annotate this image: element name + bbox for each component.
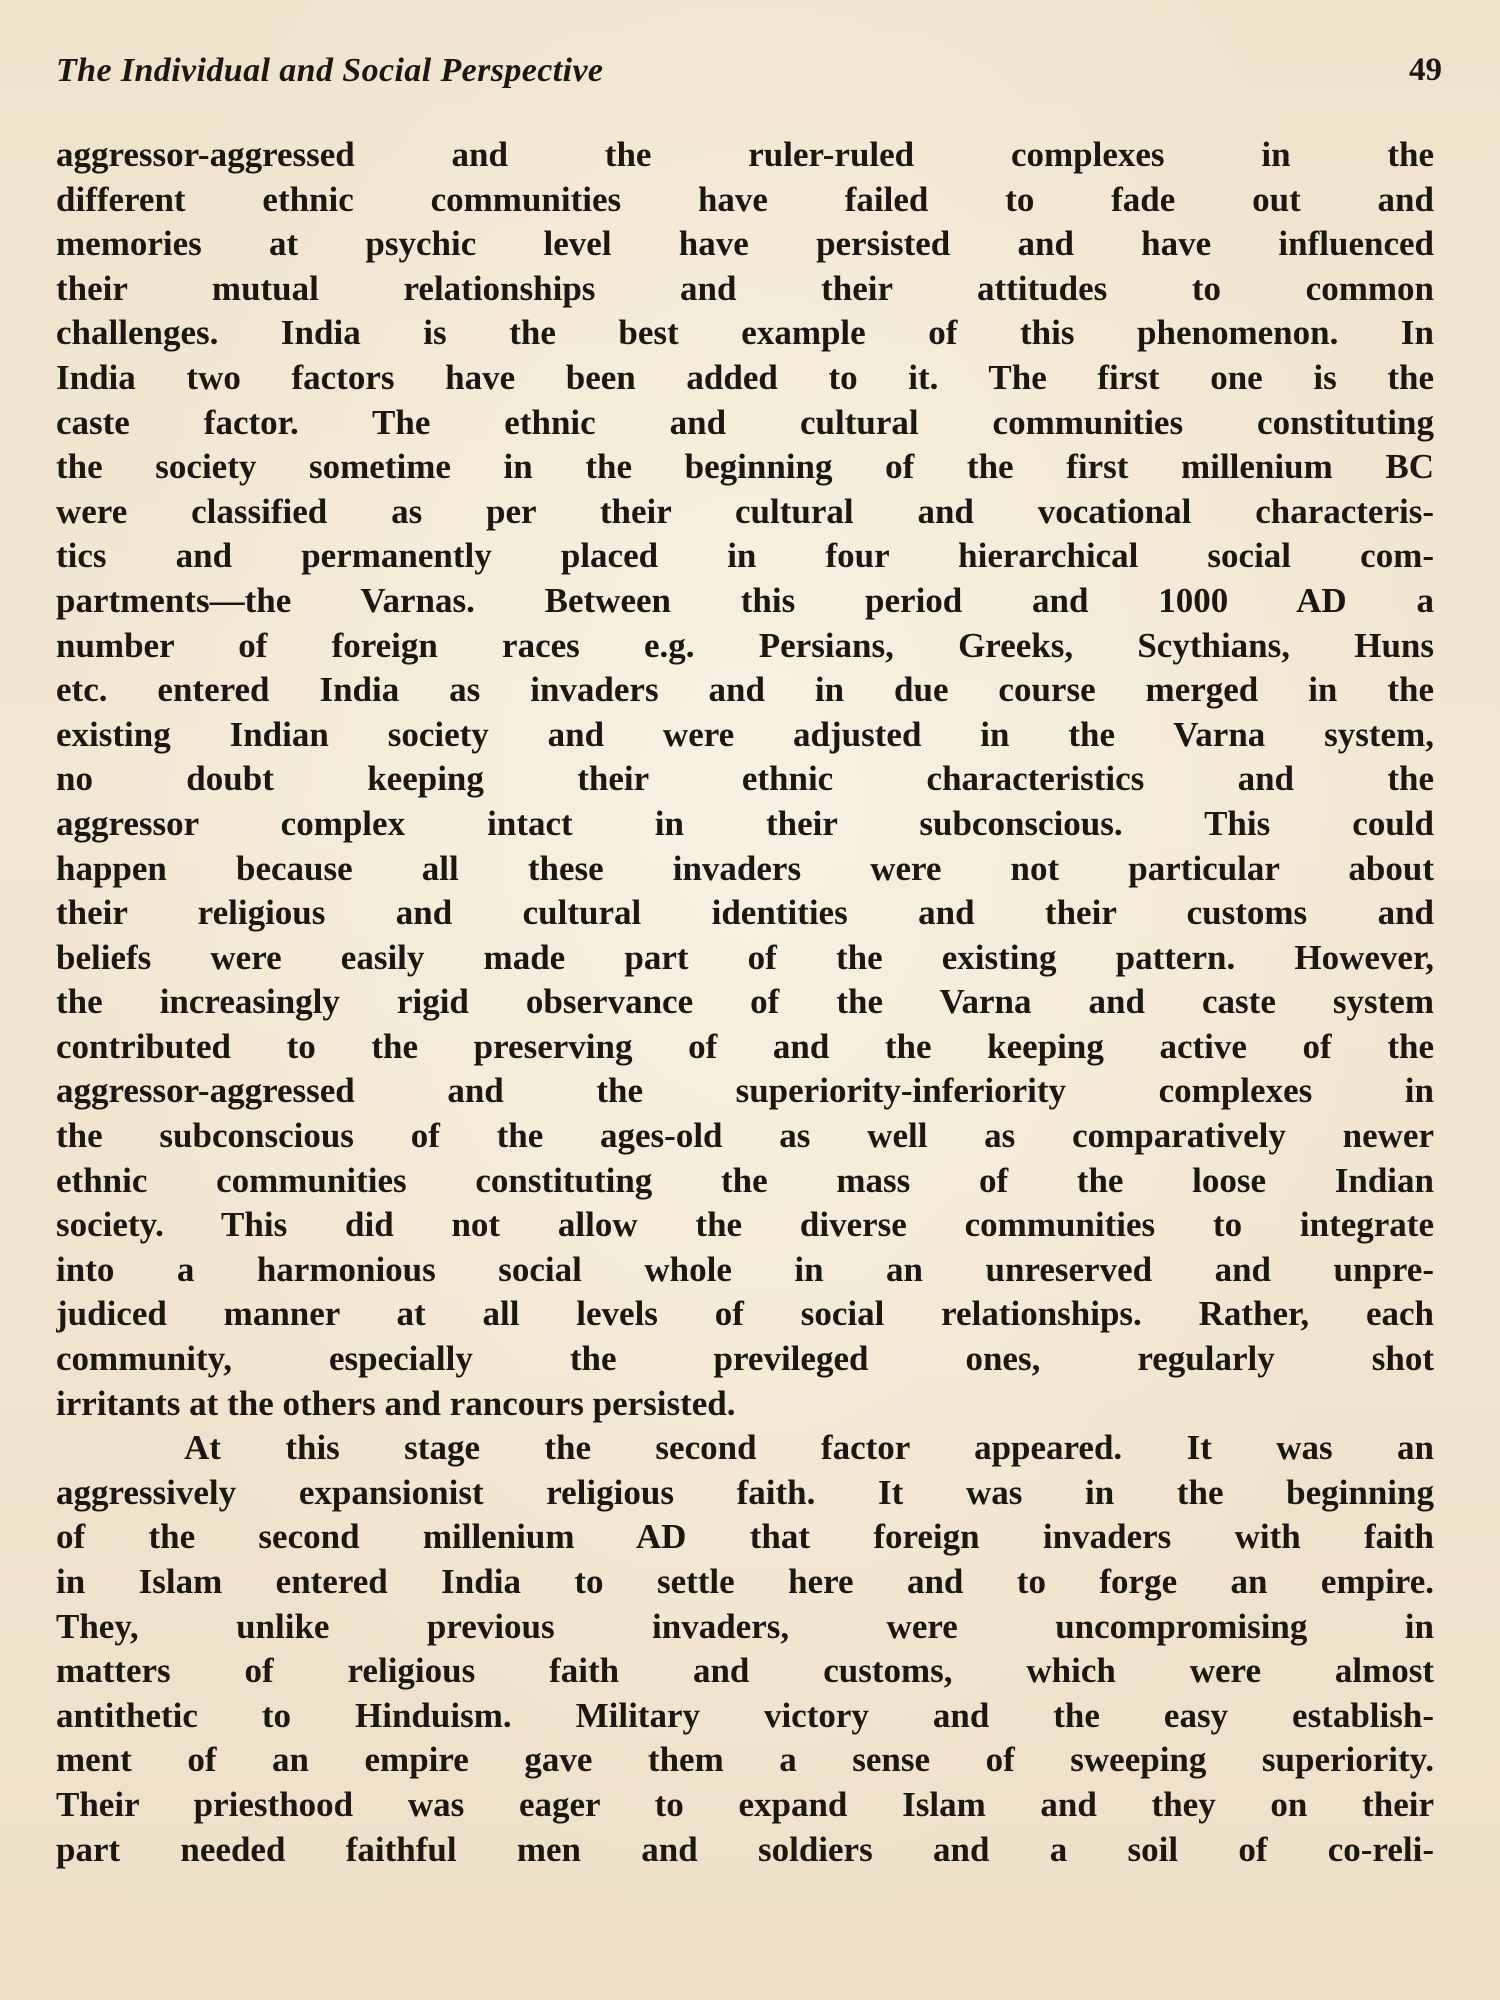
text-line: happen because all these invaders were not particular about (56, 848, 1434, 888)
text-line: etc. entered India as invaders and in due course merged in the (56, 670, 1434, 710)
text-line: community, especially the previleged ones, regularly shot (56, 1339, 1434, 1379)
text-line: different ethnic communities have failed to fade out and (56, 179, 1434, 219)
text-line: the subconscious of the ages-old as well as comparatively newer (56, 1116, 1434, 1156)
text-line: memories at psychic level have persisted and have influenced (56, 224, 1434, 264)
text-line: aggressor-aggressed and the ruler-ruled complexes in the (56, 135, 1434, 174)
paragraph-first-line: At this stage the second factor appeared. It was an (184, 1428, 1434, 1468)
text-line: judiced manner at all levels of social relationships. Rather, each (56, 1294, 1434, 1334)
text-line: partments—the Varnas. Between this period and 1000 AD a (56, 580, 1434, 620)
text-line: Their priesthood was eager to expand Islam and they on their (56, 1784, 1434, 1824)
text-line: India two factors have been added to it. The first one is the (56, 357, 1434, 397)
text-line: the society sometime in the beginning of the first millenium BC (56, 447, 1434, 487)
body-text (56, 133, 1434, 1872)
text-line: They, unlike previous invaders, were uncompromising in (56, 1606, 1434, 1646)
text-line: contributed to the preserving of and the keeping active of the (56, 1026, 1434, 1066)
text-line: the increasingly rigid observance of the Varna and caste system (56, 982, 1434, 1022)
text-line: beliefs were easily made part of the existing pattern. However, (56, 937, 1434, 977)
text-line: their religious and cultural identities and their customs and (56, 893, 1434, 933)
text-line: number of foreign races e.g. Persians, Greeks, Scythians, Huns (56, 625, 1434, 665)
text-line: their mutual relationships and their attitudes to common (56, 268, 1434, 308)
text-line: society. This did not allow the diverse communities to integrate (56, 1205, 1434, 1245)
text-line: antithetic to Hinduism. Military victory and the easy establish- (56, 1695, 1434, 1735)
text-line: ethnic communities constituting the mass of the loose Indian (56, 1160, 1434, 1200)
text-line: into a harmonious social whole in an unreserved and unpre- (56, 1249, 1434, 1289)
text-line: existing Indian society and were adjusted in the Varna system, (56, 714, 1434, 754)
text-line: aggressively expansionist religious faith. It was in the beginning (56, 1472, 1434, 1512)
text-line: aggressor-aggressed and the superiority-inferiority complexes in (56, 1071, 1434, 1111)
text-line: of the second millenium AD that foreign invaders with faith (56, 1517, 1434, 1557)
text-line: matters of religious faith and customs, which were almost (56, 1651, 1434, 1691)
text-line: were classified as per their cultural and vocational characteris- (56, 491, 1434, 531)
running-title: The Individual and Social Perspective (56, 52, 604, 89)
page-header (56, 52, 1442, 100)
text-line: part needed faithful men and soldiers and a soil of co-reli- (56, 1829, 1434, 1869)
text-line: aggressor complex intact in their subconscious. This could (56, 803, 1434, 843)
text-line: ment of an empire gave them a sense of sweeping superiority. (56, 1740, 1434, 1780)
paragraph-last-line: irritants at the others and rancours persisted. (56, 1383, 736, 1423)
text-line: in Islam entered India to settle here and to forge an empire. (56, 1562, 1434, 1601)
page-number: 49 (1409, 52, 1442, 88)
text-line: caste factor. The ethnic and cultural communities constituting (56, 402, 1434, 442)
text-line: tics and permanently placed in four hierarchical social com- (56, 536, 1434, 576)
text-line: no doubt keeping their ethnic characteristics and the (56, 759, 1434, 799)
text-line: challenges. India is the best example of this phenomenon. In (56, 313, 1434, 353)
